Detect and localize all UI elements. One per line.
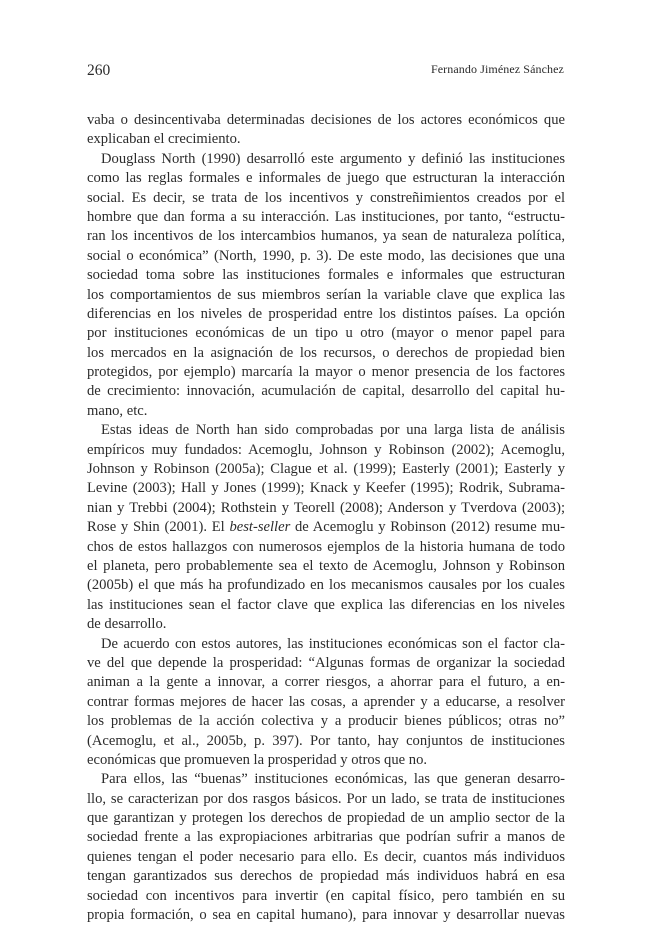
text-line: De acuerdo con estos autores, las instituciones económicas son el factor cla- — [101, 635, 565, 652]
text-segment: Rose y Shin (2001). El — [87, 519, 230, 536]
text-line: los mercados en la asignación de los recursos, o derechos de propiedad bien — [87, 344, 565, 361]
text-line: propia formación, o sea en capital humano), para innovar y desarrollar nuevas — [87, 907, 565, 924]
text-line: (Acemoglu, et al., 2005b, p. 397). Por tanto, hay conjuntos de instituciones — [87, 732, 565, 749]
text-line: Estas ideas de North han sido comprobadas por una larga lista de análisis — [101, 422, 565, 439]
paragraph — [87, 421, 565, 634]
text-line: ran los incentivos de los intercambios humanos, ya sean de naturaleza política, — [87, 228, 565, 245]
text-line: (2005b) el que más ha profundizado en los mecanismos causales por los cuales — [87, 577, 565, 594]
italic-term: best-seller — [229, 519, 291, 536]
text-line: Johnson y Robinson (2005a); Clague et al. (1999); Easterly (2001); Easterly y — [87, 461, 565, 478]
text-line: animan a la gente a innovar, a correr riesgos, a ahorrar para el futuro, a en- — [87, 674, 565, 691]
text-line: diferencias en los niveles de prosperidad entre los distintos países. La opción — [87, 305, 565, 322]
text-line: de crecimiento: innovación, acumulación de capital, desarrollo del capital hu- — [87, 383, 565, 400]
text-line: los comportamientos de sus miembros serían la variable clave que explica las — [87, 286, 565, 303]
text-line: chos de estos hallazgos con numerosos ejemplos de la historia humana de todo — [87, 538, 565, 555]
text-line: llo, se caracterizan por dos rasgos básicos. Por un lado, se trata de instituciones — [87, 790, 565, 807]
text-line: quienes tengan el poder necesario para ello. Es decir, cuantos más individuos — [87, 848, 565, 865]
text-line: que garantizan y protegen los derechos de propiedad de un amplio sector de la — [87, 810, 565, 827]
text-line: Douglass North (1990) desarrolló este argumento y definió las instituciones — [101, 150, 565, 167]
paragraph — [87, 150, 565, 421]
body-text — [87, 111, 565, 925]
paragraph — [87, 111, 565, 150]
text-line: protegidos, por ejemplo) marcaría la mayor o menor presencia de los factores — [87, 364, 565, 381]
text-line: tengan garantizados sus derechos de propiedad más individuos habrá en esa — [87, 868, 565, 885]
paragraph — [87, 770, 565, 925]
text-line: hombre que dan forma a su interacción. Las instituciones, por tanto, “estructu- — [87, 208, 565, 225]
text-line: los problemas de la acción colectiva y a producir bienes públicos; otras no” — [87, 713, 565, 730]
text-line: nian y Trebbi (2004); Rothstein y Teorell (2008); Anderson y Tverdova (2003); — [87, 499, 565, 516]
text-line: Levine (2003); Hall y Jones (1999); Knack y Keefer (1995); Rodrik, Subrama- — [87, 480, 565, 497]
text-line: por instituciones económicas de un tipo u otro (mayor o menor papel para — [87, 325, 565, 342]
text-line: social. Es decir, se trata de los incentivos y constreñimientos creados por el — [87, 189, 565, 206]
text-line: explicaban el crecimiento. — [87, 131, 241, 148]
page-header — [87, 62, 564, 82]
text-line: económicas que promueven la prosperidad y otros que no. — [87, 751, 428, 768]
text-line: social o económica” (North, 1990, p. 3). De este modo, las decisiones que una — [87, 247, 565, 264]
text-line: contrar formas mejores de hacer las cosas, a aprender y a educarse, a resolver — [87, 693, 565, 710]
text-line: las instituciones sean el factor clave que explica las diferencias en los niveles — [87, 596, 565, 613]
text-segment: de Acemoglu y Robinson (2012) resume mu- — [290, 519, 565, 536]
text-line: sociedad frente a las expropiaciones arbitrarias que podrían sufrir a manos de — [87, 829, 565, 846]
running-head-author: Fernando Jiménez Sánchez — [430, 62, 564, 76]
text-line: sociedad toma sobre las instituciones formales e informales que estructuran — [87, 267, 565, 284]
text-line: como las reglas formales e informales de juego que estructuran la interacción — [87, 170, 565, 187]
text-line: empíricos muy fundados: Acemoglu, Johnson y Robinson (2002); Acemoglu, — [87, 441, 565, 458]
paragraph — [87, 635, 565, 771]
text-line: mano, etc. — [87, 402, 148, 419]
text-line: ve del que depende la prosperidad: “Algunas formas de organizar la sociedad — [87, 654, 565, 671]
text-line: vaba o desincentivaba determinadas decisiones de los actores económicos que — [87, 112, 565, 128]
text-line: sociedad con incentivos para invertir (en capital físico, pero también en su — [87, 887, 565, 904]
text-line-with-italic — [87, 518, 565, 537]
text-line: Para ellos, las “buenas” instituciones económicas, las que generan desarro- — [101, 771, 565, 788]
page-number: 260 — [87, 62, 111, 79]
text-line: de desarrollo. — [87, 616, 167, 633]
text-line: el planeta, pero probablemente sea el texto de Acemoglu, Johnson y Robinson — [87, 557, 565, 574]
